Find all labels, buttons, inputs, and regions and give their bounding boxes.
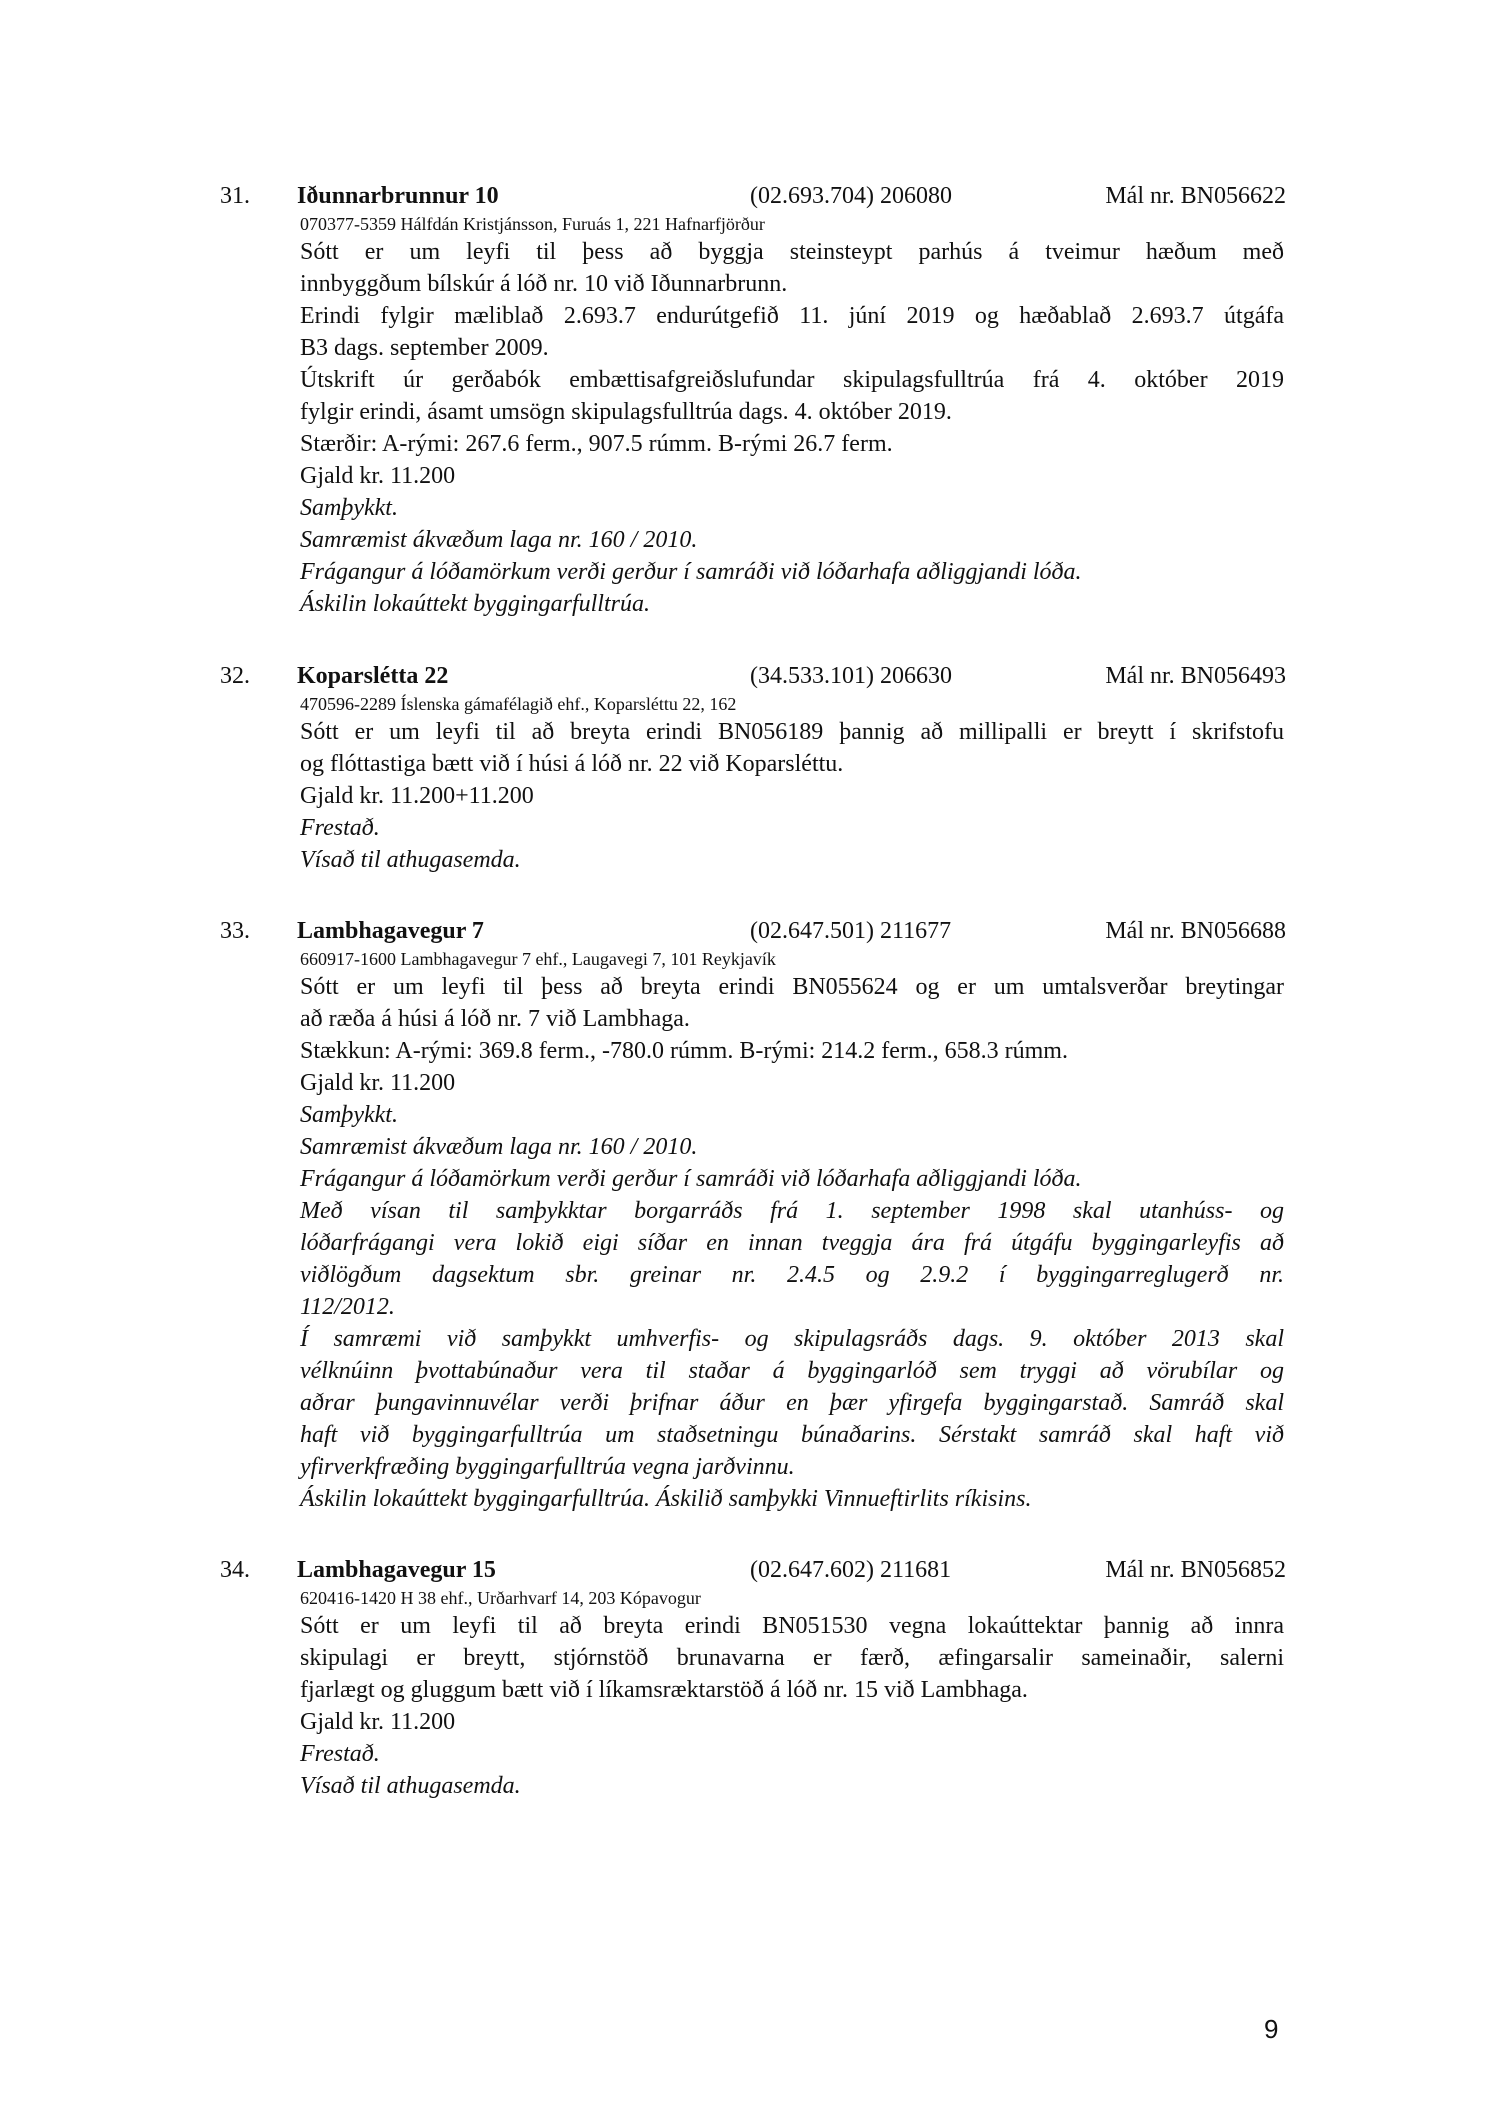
entry-number: 33. (220, 918, 250, 944)
case-number: Mál nr. BN056688 (1105, 918, 1286, 944)
entry-body (300, 971, 1284, 1515)
applicant-line: 470596-2289 Íslenska gámafélagið ehf., Koparsléttu 22, 162 (300, 694, 737, 714)
property-address: Koparslétta 22 (297, 663, 449, 689)
entry-body (300, 1610, 1284, 1802)
decision-line: vélknúinn þvottabúnaður vera til staðar á byggingarlóð sem tryggi að vörubílar og (300, 1358, 1284, 1384)
decision-line: Í samræmi við samþykkt umhverfis- og skipulagsráðs dags. 9. október 2013 skal (300, 1326, 1284, 1352)
body-line: Erindi fylgir mæliblað 2.693.7 endurútgefið 11. júní 2019 og hæðablað 2.693.7 útgáfa (300, 303, 1284, 329)
property-code: (02.693.704) 206080 (750, 183, 952, 209)
case-entry (222, 660, 1284, 876)
size-line: Stærðir: A-rými: 267.6 ferm., 907.5 rúmm. B-rými 26.7 ferm. (300, 431, 893, 457)
fee-line: Gjald kr. 11.200 (300, 1709, 456, 1735)
body-line: Sótt er um leyfi til að breyta erindi BN056189 þannig að millipalli er breytt í skrifstofu (300, 719, 1284, 745)
body-line: skipulagi er breytt, stjórnstöð brunavarna er færð, æfingarsalir sameinaðir, salerni (300, 1645, 1284, 1671)
applicant-line: 620416-1420 H 38 ehf., Urðarhvarf 14, 203 Kópavogur (300, 1588, 701, 1608)
fee-line: Gjald kr. 11.200+11.200 (300, 783, 534, 809)
property-address: Lambhagavegur 7 (297, 918, 484, 944)
property-code: (02.647.602) 211681 (750, 1557, 952, 1583)
entry-body (300, 716, 1284, 876)
applicant-line: 070377-5359 Hálfdán Kristjánsson, Furuás 1, 221 Hafnarfjörður (300, 214, 765, 234)
decision-line: yfirverkfræðing byggingarfulltrúa vegna jarðvinnu. (300, 1454, 795, 1480)
decision-line: Samþykkt. (300, 1102, 398, 1128)
case-number: Mál nr. BN056493 (1105, 663, 1286, 689)
case-entry (222, 180, 1284, 620)
entry-header (297, 180, 1284, 212)
decision-line: Vísað til athugasemda. (300, 847, 521, 873)
body-line: Útskrift úr gerðabók embættisafgreiðslufundar skipulagsfulltrúa frá 4. október 2019 (300, 367, 1284, 393)
property-code: (34.533.101) 206630 (750, 663, 952, 689)
property-address: Lambhagavegur 15 (297, 1557, 496, 1583)
case-number: Mál nr. BN056852 (1105, 1557, 1286, 1583)
entry-body (300, 236, 1284, 620)
body-line: fylgir erindi, ásamt umsögn skipulagsfulltrúa dags. 4. október 2019. (300, 399, 952, 425)
decision-line: viðlögðum dagsektum sbr. greinar nr. 2.4.5 og 2.9.2 í byggingarreglugerð nr. (300, 1262, 1284, 1288)
body-line: fjarlægt og gluggum bætt við í líkamsræktarstöð á lóð nr. 15 við Lambhaga. (300, 1677, 1028, 1703)
entry-number: 32. (220, 663, 250, 689)
body-line: B3 dags. september 2009. (300, 335, 549, 361)
decision-line: Áskilin lokaúttekt byggingarfulltrúa. (300, 591, 650, 617)
decision-line: Frestað. (300, 1741, 380, 1767)
size-line: Stækkun: A-rými: 369.8 ferm., -780.0 rúmm. B-rými: 214.2 ferm., 658.3 rúmm. (300, 1038, 1068, 1064)
case-entry (222, 915, 1284, 1515)
decision-line: Með vísan til samþykktar borgarráðs frá 1. september 1998 skal utanhúss- og (300, 1198, 1284, 1224)
decision-line: aðrar þungavinnuvélar verði þrifnar áður en þær yfirgefa byggingarstað. Samráð skal (300, 1390, 1284, 1416)
decision-line: Frágangur á lóðamörkum verði gerður í samráði við lóðarhafa aðliggjandi lóða. (300, 1166, 1082, 1192)
entry-number: 34. (220, 1557, 250, 1583)
decision-line: Samræmist ákvæðum laga nr. 160 / 2010. (300, 1134, 698, 1160)
decision-line: Frestað. (300, 815, 380, 841)
page-number: 9 (1264, 2014, 1279, 2044)
applicant-line: 660917-1600 Lambhagavegur 7 ehf., Laugavegi 7, 101 Reykjavík (300, 949, 776, 969)
decision-line: haft við byggingarfulltrúa um staðsetningu búnaðarins. Sérstakt samráð skal haft við (300, 1422, 1284, 1448)
property-address: Iðunnarbrunnur 10 (297, 183, 499, 209)
case-entry (222, 1554, 1284, 1802)
body-line: að ræða á húsi á lóð nr. 7 við Lambhaga. (300, 1006, 690, 1032)
fee-line: Gjald kr. 11.200 (300, 1070, 456, 1096)
decision-line: lóðarfrágangi vera lokið eigi síðar en innan tveggja ára frá útgáfu byggingarleyfis að (300, 1230, 1284, 1256)
decision-line: Samræmist ákvæðum laga nr. 160 / 2010. (300, 527, 698, 553)
fee-line: Gjald kr. 11.200 (300, 463, 456, 489)
decision-line: Vísað til athugasemda. (300, 1773, 521, 1799)
entry-header (297, 915, 1284, 947)
case-number: Mál nr. BN056622 (1105, 183, 1286, 209)
entry-header (297, 1554, 1284, 1586)
body-line: innbyggðum bílskúr á lóð nr. 10 við Iðunnarbrunn. (300, 271, 788, 297)
decision-line: Frágangur á lóðamörkum verði gerður í samráði við lóðarhafa aðliggjandi lóða. (300, 559, 1082, 585)
body-line: Sótt er um leyfi til þess að breyta erindi BN055624 og er um umtalsverðar breytingar (300, 974, 1284, 1000)
decision-line: Samþykkt. (300, 495, 398, 521)
body-line: og flóttastiga bætt við í húsi á lóð nr. 22 við Koparsléttu. (300, 751, 844, 777)
decision-line: 112/2012. (300, 1294, 395, 1320)
entry-header (297, 660, 1284, 692)
decision-line: Áskilin lokaúttekt byggingarfulltrúa. Áskilið samþykki Vinnueftirlits ríkisins. (300, 1486, 1032, 1512)
body-line: Sótt er um leyfi til að breyta erindi BN051530 vegna lokaúttektar þannig að innra (300, 1613, 1284, 1639)
body-line: Sótt er um leyfi til þess að byggja steinsteypt parhús á tveimur hæðum með (300, 239, 1284, 265)
entry-number: 31. (220, 183, 250, 209)
property-code: (02.647.501) 211677 (750, 918, 952, 944)
